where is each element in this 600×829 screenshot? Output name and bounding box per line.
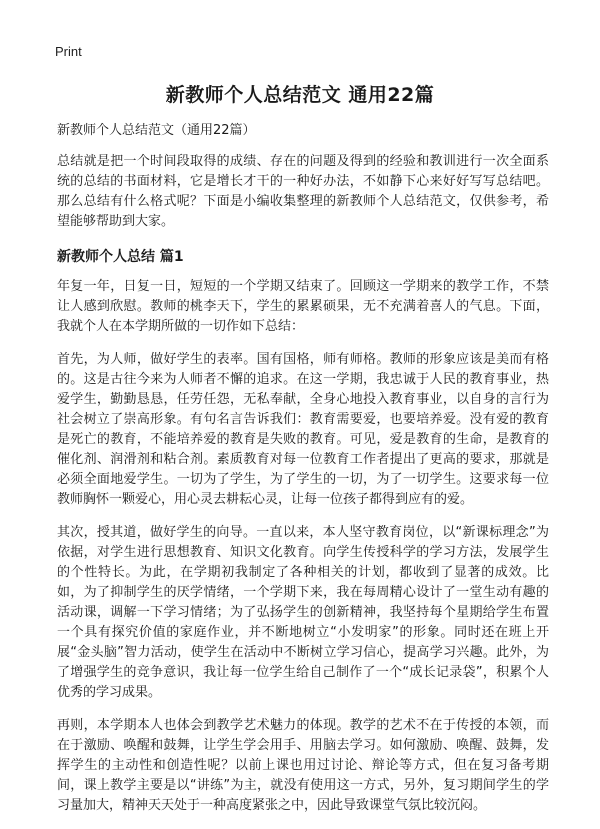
body-paragraph-2: 首先，为人师，做好学生的表率。国有国格，师有师格。教师的形象应该是美而有格的。这是古往今来为人师者不懈的追求。在这一学期，我忠诚于人民的教育事业，热爱学生，勤勤恳恳，任劳任怨，无私奉献，全身心地投入教育事业，以自身的言行为社会树立了崇高形象。有句名言告诉我们：教育需要爱，也要培养爱。没有爱的教育是死亡的教育，不能培养爱的教育是失败的教育。可见，爱是教育的生命，是教育的催化剂、润滑剂和粘合剂。素质教育对每一位教育工作者提出了更高的要求，那就是必须全面地爱学生。一切为了学生，为了学生的一切，为了一切学生。这要求每一位教师胸怀一颗爱心，用心灵去耕耘心灵，让每一位孩子都得到应有的爱。: [57, 352, 549, 507]
intro-paragraph: 总结就是把一个时间段取得的成绩、存在的问题及得到的经验和教训进行一次全面系统的总结的书面材料，它是增长才干的一种好办法，不如静下心来好好写写总结吧。那么总结有什么格式呢？下面是小编收集整理的新教师个人总结范文，仅供参考，希望能够帮助到大家。: [57, 154, 549, 229]
document-title: 新教师个人总结范文 通用22篇: [165, 84, 435, 106]
body-paragraph-1: 年复一年，日复一日，短短的一个学期又结束了。回顾这一学期来的教学工作，不禁让人感到欣慰。教师的桃李天下，学生的累累硕果，无不充满着喜人的气息。下面，我就个人在本学期所做的一切作如下总结：: [57, 279, 549, 334]
section-heading: 新教师个人总结 篇1: [57, 249, 184, 265]
document-body: [57, 122, 549, 829]
print-link[interactable]: Print: [55, 44, 82, 59]
document-subtitle: 新教师个人总结范文（通用22篇）: [57, 123, 256, 138]
body-paragraph-3: 其次，授其道，做好学生的向导。一直以来，本人坚守教育岗位，以“新课标理念”为依据，对学生进行思想教育、知识文化教育。向学生传授科学的学习方法，发展学生的个性特长。为此，在学期初我制定了各种相关的计划，都收到了显著的成效。比如，为了抑制学生的厌学情绪，一个学期下来，我在每周精心设计了一堂生动有趣的活动课，调解一下学习情绪；为了弘扬学生的创新精神，我坚持每个星期给学生布置一个具有探究价值的家庭作业，并不断地树立“小发明家”的形象。同时还在班上开展“金头脑”智力活动，使学生在活动中不断树立学习信心，提高学习兴趣。此外，为了增强学生的竞争意识，我让每一位学生给自己制作了一个“成长记录袋”，积累个人优秀的学习成果。: [57, 525, 549, 700]
body-paragraph-4: 再则，本学期本人也体会到教学艺术魅力的体现。教学的艺术不在于传授的本领，而在于激励、唤醒和鼓舞，让学生学会用手、用脑去学习。如何激励、唤醒、鼓舞，发挥学生的主动性和创造性呢？以前上课也用过讨论、辩论等方式，但在复习备考期间，课上教学主要是以“讲练”为主，就没有使用这一方式，另外，复习期间学生的学习量加大，精神天天处于一种高度紧张之中，因此导致课堂气氛比较沉闷。: [57, 718, 549, 813]
